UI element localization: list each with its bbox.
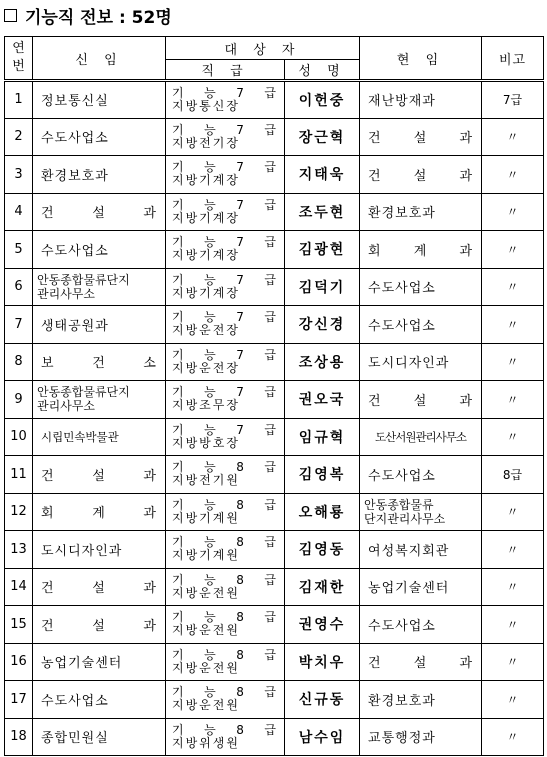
person-name: 임규혁: [285, 418, 360, 456]
new-post-cell: [33, 343, 166, 381]
current-post-cell: [360, 268, 482, 306]
current-post-text: 건 설 과: [368, 168, 474, 184]
rank-grade: 기 능 8 급: [172, 572, 278, 587]
new-post-text: 건 설 과: [41, 618, 157, 634]
rank-cell: [166, 681, 285, 719]
new-post-text: 회 계 과: [41, 506, 157, 522]
rank-grade: 기 능 8 급: [172, 722, 278, 737]
table-row: [5, 381, 544, 419]
rank-cell: [166, 418, 285, 456]
current-post-cell: [360, 531, 482, 569]
current-post-cell: [360, 306, 482, 344]
note-cell: 〃: [482, 193, 544, 231]
new-post-text: 수도사업소: [41, 243, 109, 259]
document-title: [4, 3, 172, 27]
table-row: [5, 493, 544, 531]
person-name: 김광현: [285, 231, 360, 269]
new-post-cell: [33, 306, 166, 344]
person-name: 김덕기: [285, 268, 360, 306]
header-new-post: 신 임: [33, 37, 166, 81]
checkbox-square-icon: [4, 9, 17, 22]
note-cell: 〃: [482, 718, 544, 756]
row-number: 5: [5, 231, 33, 269]
header-current: 현 임: [360, 37, 482, 81]
table-row: [5, 643, 544, 681]
person-name: 이헌중: [285, 81, 360, 119]
new-post-text: 환경보호과: [41, 168, 109, 184]
person-name: 신규동: [285, 681, 360, 719]
note-cell: 〃: [482, 643, 544, 681]
rank-cell: [166, 381, 285, 419]
current-post-cell: [360, 681, 482, 719]
rank-grade: 기 능 7 급: [172, 310, 278, 325]
current-post-cell: [360, 381, 482, 419]
current-post-cell: [360, 456, 482, 494]
title-text: 기능직 전보 : 52명: [25, 7, 172, 28]
table-row: [5, 156, 544, 194]
new-post-text: 안동종합물류단지: [37, 385, 130, 400]
rank-grade: 기 능 7 급: [172, 160, 278, 175]
new-post-text: 건 설 과: [41, 581, 157, 597]
table-row: [5, 418, 544, 456]
table-row: [5, 343, 544, 381]
rank-cell: [166, 306, 285, 344]
new-post-cell: [33, 156, 166, 194]
row-number: 15: [5, 606, 33, 644]
row-number: 18: [5, 718, 33, 756]
new-post-cell: [33, 606, 166, 644]
row-number: 10: [5, 418, 33, 456]
rank-title: 지방기계원: [172, 548, 240, 563]
table-row: [5, 306, 544, 344]
new-post-cell: [33, 493, 166, 531]
row-number: 1: [5, 81, 33, 119]
rank-cell: [166, 118, 285, 156]
new-post-text: 정보통신실: [41, 94, 109, 110]
rank-title: 지방운전장: [172, 360, 240, 375]
table-row: [5, 231, 544, 269]
row-number: 3: [5, 156, 33, 194]
rank-grade: 기 능 7 급: [172, 122, 278, 137]
note-cell: 〃: [482, 568, 544, 606]
person-name: 김영복: [285, 456, 360, 494]
row-number: 6: [5, 268, 33, 306]
current-post-cell: [360, 156, 482, 194]
rank-cell: [166, 643, 285, 681]
note-cell: 〃: [482, 306, 544, 344]
rank-title: 지방기계장: [172, 248, 240, 263]
current-post-text: 건 설 과: [368, 393, 474, 409]
rank-title: 지방조무장: [172, 398, 240, 413]
person-name: 권영수: [285, 606, 360, 644]
rank-title: 지방기계장: [172, 173, 240, 188]
current-post-text: 도산서원관리사무소: [375, 429, 466, 444]
table-row: [5, 118, 544, 156]
table-row: [5, 456, 544, 494]
new-post-text: 도시디자인과: [41, 543, 123, 559]
new-post-cell: [33, 718, 166, 756]
row-number: 13: [5, 531, 33, 569]
rank-grade: 기 능 8 급: [172, 647, 278, 662]
new-post-cell: [33, 193, 166, 231]
new-post-text: 건 설 과: [41, 468, 157, 484]
rank-grade: 기 능 7 급: [172, 347, 278, 362]
current-post-text: 건 설 과: [368, 656, 474, 672]
current-post-cell: [360, 231, 482, 269]
new-post-text: 농업기술센터: [41, 656, 123, 672]
row-number: 14: [5, 568, 33, 606]
new-post-text: 수도사업소: [41, 693, 109, 709]
rank-grade: 기 능 8 급: [172, 497, 278, 512]
rank-cell: [166, 231, 285, 269]
table-row: [5, 718, 544, 756]
current-post-text: 농업기술센터: [368, 581, 450, 597]
new-post-cell: [33, 681, 166, 719]
rank-cell: [166, 718, 285, 756]
new-post-cell: [33, 418, 166, 456]
rank-grade: 기 능 7 급: [172, 197, 278, 212]
current-post-text: 건 설 과: [368, 131, 474, 147]
rank-grade: 기 능 7 급: [172, 235, 278, 250]
new-post-cell: [33, 381, 166, 419]
new-post-cell: [33, 531, 166, 569]
person-name: 오해룡: [285, 493, 360, 531]
table-row: [5, 81, 544, 119]
person-name: 조상용: [285, 343, 360, 381]
note-cell: 〃: [482, 231, 544, 269]
new-post-cell: [33, 456, 166, 494]
person-name: 강신경: [285, 306, 360, 344]
new-post-text: 종합민원실: [41, 731, 109, 747]
note-cell: 〃: [482, 681, 544, 719]
new-post-cell: [33, 118, 166, 156]
new-post-cell: [33, 231, 166, 269]
current-post-text: 단지관리사무소: [364, 511, 446, 526]
rank-cell: [166, 81, 285, 119]
rank-grade: 기 능 7 급: [172, 422, 278, 437]
note-cell: 〃: [482, 606, 544, 644]
rank-title: 지방전기원: [172, 473, 240, 488]
row-number: 16: [5, 643, 33, 681]
rank-cell: [166, 193, 285, 231]
new-post-text: 수도사업소: [41, 131, 109, 147]
person-name: 김영동: [285, 531, 360, 569]
current-post-text: 환경보호과: [368, 206, 436, 222]
note-cell: 〃: [482, 268, 544, 306]
row-number: 11: [5, 456, 33, 494]
person-name: 권오국: [285, 381, 360, 419]
table-row: [5, 568, 544, 606]
rank-grade: 기 능 7 급: [172, 272, 278, 287]
current-post-text: 여성복지회관: [368, 543, 450, 559]
rank-title: 지방운전원: [172, 623, 240, 638]
rank-title: 지방기계장: [172, 210, 240, 225]
current-post-text: 수도사업소: [368, 468, 436, 484]
table-row: [5, 531, 544, 569]
new-post-text: 보 건 소: [41, 356, 157, 372]
header-name: 성 명: [285, 60, 360, 81]
new-post-cell: [33, 81, 166, 119]
rank-cell: [166, 156, 285, 194]
row-number: 12: [5, 493, 33, 531]
current-post-cell: [360, 606, 482, 644]
header-rank: 직 급: [166, 60, 285, 81]
rank-cell: [166, 493, 285, 531]
current-post-cell: [360, 643, 482, 681]
current-post-cell: [360, 81, 482, 119]
rank-title: 지방전기장: [172, 135, 240, 150]
new-post-text: 관리사무소: [37, 286, 95, 301]
rank-grade: 기 능 8 급: [172, 460, 278, 475]
new-post-cell: [33, 643, 166, 681]
current-post-text: 재난방재과: [368, 94, 436, 110]
note-cell: 7급: [482, 81, 544, 119]
rank-cell: [166, 568, 285, 606]
current-post-text: 환경보호과: [368, 693, 436, 709]
rank-cell: [166, 343, 285, 381]
header-target: 대 상 자: [166, 37, 360, 60]
rank-grade: 기 능 8 급: [172, 535, 278, 550]
rank-title: 지방운전원: [172, 585, 240, 600]
rank-title: 지방기계장: [172, 285, 240, 300]
person-name: 박치우: [285, 643, 360, 681]
person-name: 조두현: [285, 193, 360, 231]
rank-cell: [166, 268, 285, 306]
current-post-cell: [360, 418, 482, 456]
transfer-table: [4, 36, 544, 756]
note-cell: 〃: [482, 531, 544, 569]
rank-grade: 기 능 7 급: [172, 385, 278, 400]
header-note: 비고: [482, 37, 544, 81]
rank-title: 지방운전원: [172, 660, 240, 675]
current-post-cell: [360, 193, 482, 231]
row-number: 8: [5, 343, 33, 381]
rank-title: 지방통신장: [172, 98, 240, 113]
person-name: 지태욱: [285, 156, 360, 194]
current-post-text: 도시디자인과: [368, 356, 450, 372]
new-post-text: 시립민속박물관: [41, 429, 119, 444]
current-post-text: 교통행정과: [368, 731, 436, 747]
table-row: [5, 606, 544, 644]
rank-grade: 기 능 8 급: [172, 610, 278, 625]
rank-title: 지방방호장: [172, 435, 240, 450]
rank-title: 지방위생원: [172, 735, 240, 750]
new-post-text: 건 설 과: [41, 206, 157, 222]
row-number: 2: [5, 118, 33, 156]
current-post-cell: [360, 118, 482, 156]
current-post-cell: [360, 568, 482, 606]
current-post-cell: [360, 718, 482, 756]
rank-grade: 기 능 7 급: [172, 85, 278, 100]
current-post-text: 수도사업소: [368, 281, 436, 297]
new-post-cell: [33, 568, 166, 606]
table-row: [5, 681, 544, 719]
current-post-text: 회 계 과: [368, 243, 474, 259]
table-row: [5, 193, 544, 231]
person-name: 김재한: [285, 568, 360, 606]
rank-grade: 기 능 8 급: [172, 685, 278, 700]
current-post-text: 수도사업소: [368, 618, 436, 634]
table-row: [5, 268, 544, 306]
rank-cell: [166, 456, 285, 494]
current-post-cell: [360, 493, 482, 531]
note-cell: 〃: [482, 343, 544, 381]
header-no: 연 번: [5, 37, 33, 81]
rank-cell: [166, 606, 285, 644]
person-name: 남수임: [285, 718, 360, 756]
row-number: 7: [5, 306, 33, 344]
new-post-text: 안동종합물류단지: [37, 272, 130, 287]
note-cell: 8급: [482, 456, 544, 494]
note-cell: 〃: [482, 156, 544, 194]
rank-title: 지방기계원: [172, 510, 240, 525]
row-number: 17: [5, 681, 33, 719]
new-post-text: 관리사무소: [37, 399, 95, 414]
current-post-text: 안동종합물류: [364, 497, 434, 512]
rank-title: 지방운전장: [172, 323, 240, 338]
current-post-text: 수도사업소: [368, 318, 436, 334]
note-cell: 〃: [482, 493, 544, 531]
note-cell: 〃: [482, 118, 544, 156]
rank-cell: [166, 531, 285, 569]
rank-title: 지방운전원: [172, 698, 240, 713]
note-cell: 〃: [482, 381, 544, 419]
row-number: 4: [5, 193, 33, 231]
person-name: 장근혁: [285, 118, 360, 156]
new-post-cell: [33, 268, 166, 306]
row-number: 9: [5, 381, 33, 419]
current-post-cell: [360, 343, 482, 381]
note-cell: 〃: [482, 418, 544, 456]
new-post-text: 생태공원과: [41, 318, 109, 334]
